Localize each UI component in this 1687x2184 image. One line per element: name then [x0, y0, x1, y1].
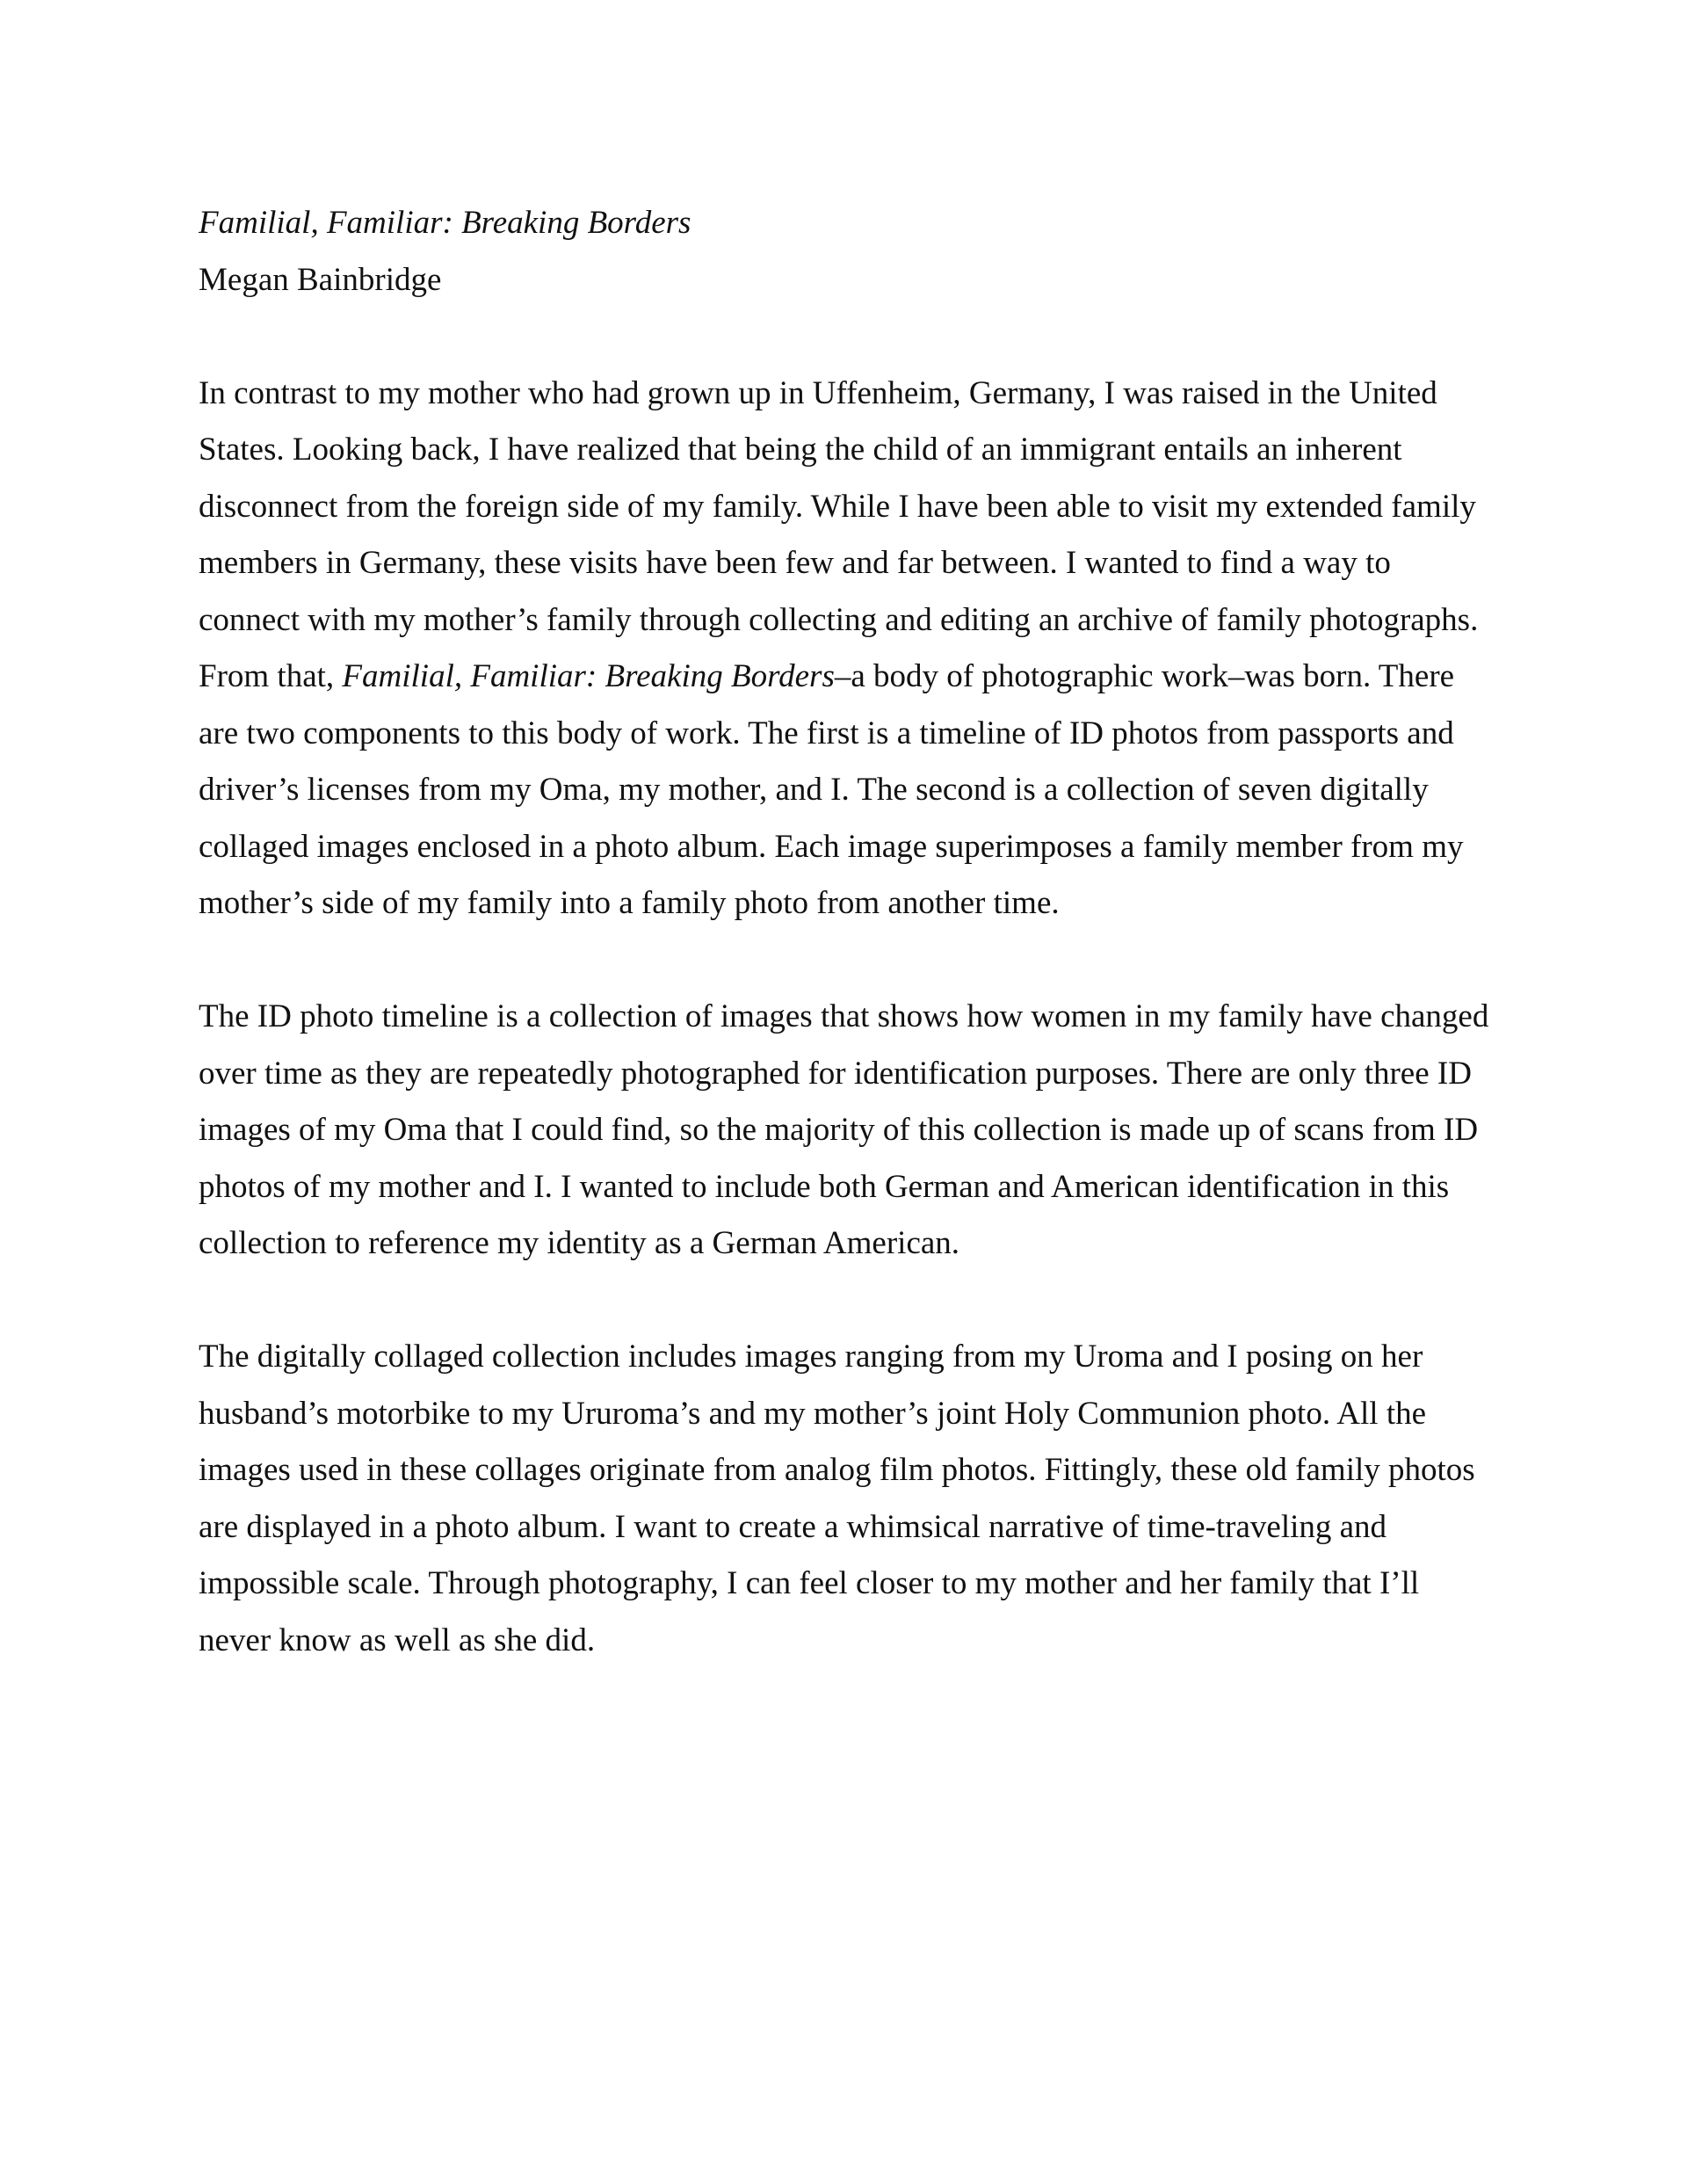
- paragraph-intro-text-start: In contrast to my mother who had grown up in Uffenheim, Germany, I was raised in the United States. Looking back, I have realized that being the child of an immigrant entails an inherent disconnect from the foreign side of my family. While I have been able to visit my extended family members in Germany, these visits have been few and far between. I wanted to find a way to connect with my mother’s family through collecting and editing an archive of family photographs. From that,: [199, 374, 1479, 694]
- paragraph-intro: [199, 366, 1499, 932]
- work-title-inline: Familial, Familiar: Breaking Borders: [342, 658, 835, 694]
- paragraph-collage-collection: The digitally collaged collection includes images ranging from my Uroma and I posing on her husband’s motorbike to my Ururoma’s and my mother’s joint Holy Communion photo. All the images used in these collages originate from analog film photos. Fittingly, these old family photos are displayed in a photo album. I want to create a whimsical narrative of time-traveling and impossible scale. Through photography, I can feel closer to my mother and her family that I’ll never know as well as she did.: [199, 1339, 1475, 1658]
- document-body: [199, 195, 1499, 1669]
- paragraph-id-timeline: The ID photo timeline is a collection of images that shows how women in my family have changed over time as they are repeatedly photographed for identification purposes. There are only three ID images of my Oma that I could find, so the majority of this collection is made up of scans from ID photos of my mother and I. I wanted to include both German and American identification in this collection to reference my identity as a German American.: [199, 998, 1489, 1261]
- document-author: Megan Bainbridge: [199, 261, 442, 298]
- paragraph-intro-text-end: –a body of photographic work–was born. There are two components to this body of work. The first is a timeline of ID photos from passports and driver’s licenses from my Oma, my mother, and I. The second is a collection of seven digitally collaged images enclosed in a photo album. Each image superimposes a family member from my mother’s side of my family into a family photo from another time.: [199, 658, 1464, 921]
- document-title: Familial, Familiar: Breaking Borders: [199, 205, 691, 241]
